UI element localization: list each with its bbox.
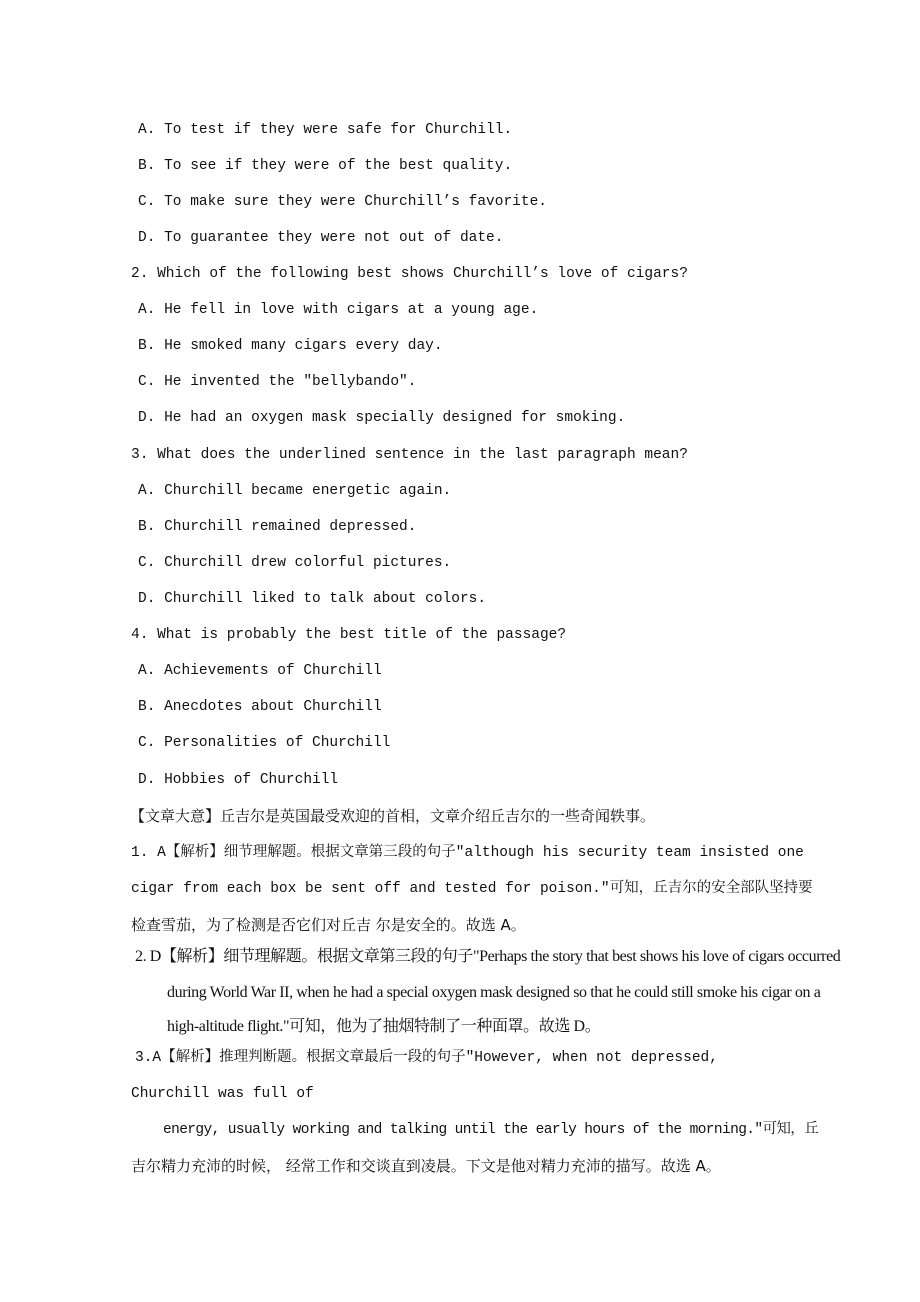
q3-option-c: C. Churchill drew colorful pictures. [138, 555, 452, 571]
answer-3-line-3: energy, usually working and talking until the early hours of the morning."可知，丘 [163, 1122, 819, 1138]
q1-option-b: B. To see if they were of the best quality. [138, 158, 513, 174]
question-3: 3. What does the underlined sentence in the last paragraph mean? [131, 447, 688, 463]
q3-option-d: D. Churchill liked to talk about colors. [138, 591, 487, 607]
q2-option-a: A. He fell in love with cigars at a young age. [138, 302, 539, 318]
answer-1-line-3: 检查雪茄，为了检测是否它们对丘吉 尔是安全的。故选 A。 [131, 916, 526, 934]
q1-option-a: A. To test if they were safe for Churchill. [138, 122, 513, 138]
q3-option-a: A. Churchill became energetic again. [138, 483, 452, 499]
question-4: 4. What is probably the best title of the passage? [131, 627, 567, 643]
answer-1-line-1: 1. A【解析】细节理解题。根据文章第三段的句子"although his security team insisted one [131, 845, 804, 861]
q1-option-c: C. To make sure they were Churchill’s favorite. [138, 194, 547, 210]
answer-2-line-1: 2. D【解析】细节理解题。根据文章第三段的句子"Perhaps the story that best shows his love of cigars occurred [135, 948, 841, 965]
q1-option-d: D. To guarantee they were not out of date. [138, 230, 504, 246]
q4-option-b: B. Anecdotes about Churchill [138, 699, 382, 715]
answer-2-line-3: high-altitude flight."可知，他为了抽烟特制了一种面罩。故选 D。 [167, 1018, 601, 1035]
answer-3-line-4: 吉尔精力充沛的时候， 经常工作和交谈直到凌晨。下文是他对精力充沛的描写。故选 A。 [131, 1157, 721, 1175]
question-2: 2. Which of the following best shows Churchill’s love of cigars? [131, 266, 688, 282]
passage-summary: 【文章大意】丘吉尔是英国最受欢迎的首相，文章介绍丘吉尔的一些奇闻轶事。 [130, 807, 656, 825]
answer-3-line-1: 3.A【解析】推理判断题。根据文章最后一段的句子"However, when not depressed, [135, 1050, 718, 1066]
q3-option-b: B. Churchill remained depressed. [138, 519, 417, 535]
q2-option-b: B. He smoked many cigars every day. [138, 338, 443, 354]
answer-3-line-2: Churchill was full of [131, 1086, 314, 1102]
q4-option-d: D. Hobbies of Churchill [138, 772, 339, 788]
q2-option-d: D. He had an oxygen mask specially designed for smoking. [138, 410, 626, 426]
q4-option-c: C. Personalities of Churchill [138, 735, 391, 751]
answer-1-line-2: cigar from each box be sent off and tested for poison."可知，丘吉尔的安全部队坚持要 [131, 881, 813, 897]
q4-option-a: A. Achievements of Churchill [138, 663, 382, 679]
q2-option-c: C. He invented the "bellybando". [138, 374, 417, 390]
answer-2-line-2: during World War II, when he had a special oxygen mask designed so that he could still smoke his cigar on a [167, 984, 821, 1001]
